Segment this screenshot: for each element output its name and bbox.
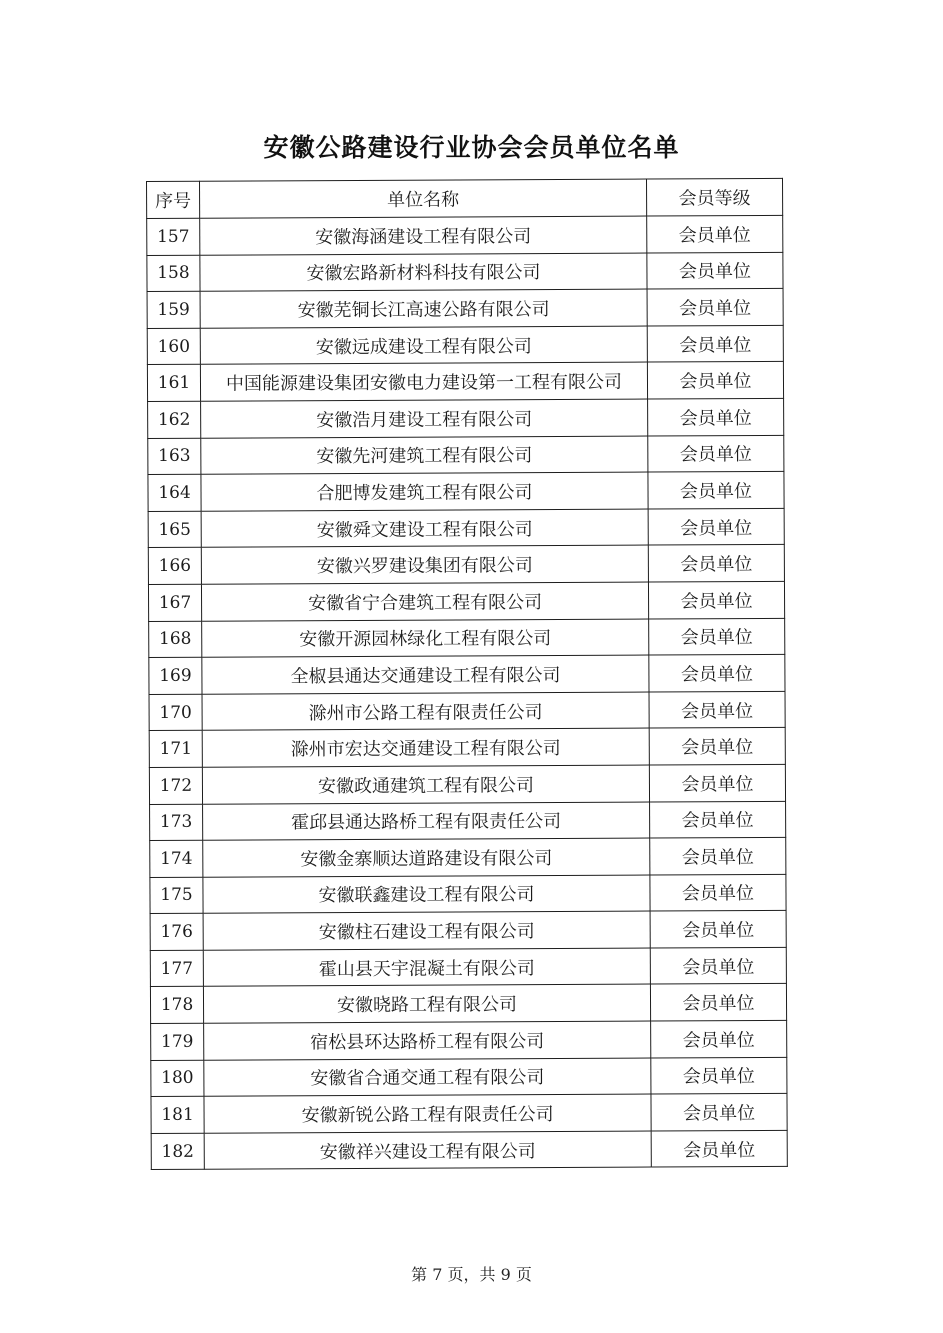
row-unit-name: 安徽晓路工程有限公司 (203, 985, 650, 1024)
row-index: 170 (149, 694, 202, 731)
table-row (151, 1020, 787, 1060)
row-member-level: 会员单位 (649, 655, 785, 692)
row-member-level: 会员单位 (647, 252, 783, 289)
page-number: 第 7 页，共 9 页 (411, 1265, 532, 1284)
row-unit-name: 全椒县通达交通建设工程有限公司 (202, 655, 649, 694)
row-index: 172 (149, 767, 202, 804)
row-member-level: 会员单位 (648, 472, 784, 509)
row-member-level: 会员单位 (650, 837, 786, 874)
row-member-level: 会员单位 (649, 764, 785, 801)
row-unit-name: 安徽先河建筑工程有限公司 (201, 436, 648, 475)
row-index: 157 (147, 218, 200, 255)
member-list-table (146, 178, 788, 1171)
header-index: 序号 (147, 181, 200, 218)
row-member-level: 会员单位 (648, 508, 784, 545)
row-unit-name: 安徽省宁合建筑工程有限公司 (201, 582, 648, 621)
row-unit-name: 中国能源建设集团安徽电力建设第一工程有限公司 (200, 362, 647, 401)
row-index: 169 (149, 657, 202, 694)
row-member-level: 会员单位 (650, 911, 786, 948)
row-unit-name: 安徽远成建设工程有限公司 (200, 326, 647, 365)
row-unit-name: 安徽祥兴建设工程有限公司 (204, 1131, 651, 1170)
row-index: 182 (151, 1133, 204, 1170)
table-row (149, 655, 785, 695)
table-row (151, 1094, 787, 1134)
row-member-level: 会员单位 (648, 581, 784, 618)
table-row (151, 1057, 787, 1097)
table-row (147, 289, 783, 329)
row-index: 163 (148, 438, 201, 475)
row-member-level: 会员单位 (649, 728, 785, 765)
row-index: 179 (151, 1023, 204, 1060)
table-row (151, 1130, 787, 1170)
row-index: 168 (149, 621, 202, 658)
row-member-level: 会员单位 (650, 947, 786, 984)
row-unit-name: 安徽柱石建设工程有限公司 (203, 911, 650, 950)
row-unit-name: 安徽省合通交通工程有限公司 (204, 1058, 651, 1097)
row-unit-name: 安徽新锐公路工程有限责任公司 (204, 1094, 651, 1133)
table-row (148, 581, 784, 621)
row-member-level: 会员单位 (647, 362, 783, 399)
table-row (147, 252, 783, 292)
row-index: 158 (147, 255, 200, 292)
row-unit-name: 安徽海涵建设工程有限公司 (200, 216, 647, 255)
header-member-level: 会员等级 (646, 178, 782, 216)
table-row (148, 545, 784, 585)
row-unit-name: 安徽金寨顺达道路建设有限公司 (203, 838, 650, 877)
row-unit-name: 霍邱县通达路桥工程有限责任公司 (203, 802, 650, 841)
row-member-level: 会员单位 (648, 545, 784, 582)
table-row (148, 472, 784, 512)
row-index: 167 (148, 584, 201, 621)
row-unit-name: 合肥博发建筑工程有限公司 (201, 472, 648, 511)
row-unit-name: 滁州市宏达交通建设工程有限公司 (202, 728, 649, 767)
table-row (148, 508, 784, 548)
row-index: 160 (147, 328, 200, 365)
row-unit-name: 安徽浩月建设工程有限公司 (201, 399, 648, 438)
row-index: 159 (147, 291, 200, 328)
table-row (147, 362, 783, 402)
row-member-level: 会员单位 (650, 801, 786, 838)
row-index: 171 (149, 731, 202, 768)
row-unit-name: 霍山县天宇混凝土有限公司 (203, 948, 650, 987)
table-row (150, 984, 786, 1024)
table-row (150, 874, 786, 914)
row-member-level: 会员单位 (647, 289, 783, 326)
row-member-level: 会员单位 (647, 215, 783, 252)
row-member-level: 会员单位 (649, 691, 785, 728)
table-row (147, 215, 783, 255)
table-row (149, 618, 785, 658)
table-header-row (147, 178, 783, 218)
table-row (150, 911, 786, 951)
row-unit-name: 安徽兴罗建设集团有限公司 (201, 545, 648, 584)
table-row (149, 764, 785, 804)
row-index: 181 (151, 1096, 204, 1133)
table-body (147, 215, 788, 1170)
row-member-level: 会员单位 (650, 874, 786, 911)
row-index: 178 (150, 987, 203, 1024)
row-unit-name: 宿松县环达路桥工程有限公司 (204, 1021, 651, 1060)
table-row (149, 728, 785, 768)
document-title: 安徽公路建设行业协会会员单位名单 (263, 133, 680, 162)
row-index: 164 (148, 474, 201, 511)
row-unit-name: 安徽宏路新材料科技有限公司 (200, 253, 647, 292)
row-member-level: 会员单位 (648, 398, 784, 435)
table-row (150, 947, 786, 987)
row-index: 174 (150, 840, 203, 877)
row-member-level: 会员单位 (650, 984, 786, 1021)
row-index: 166 (148, 548, 201, 585)
row-member-level: 会员单位 (647, 325, 783, 362)
table-row (147, 325, 783, 365)
row-member-level: 会员单位 (648, 435, 784, 472)
row-index: 165 (148, 511, 201, 548)
row-index: 173 (150, 804, 203, 841)
table-row (148, 435, 784, 475)
row-unit-name: 滁州市公路工程有限责任公司 (202, 692, 649, 731)
row-unit-name: 安徽芜铜长江高速公路有限公司 (200, 289, 647, 328)
table-row (150, 837, 786, 877)
row-unit-name: 安徽舜文建设工程有限公司 (201, 509, 648, 548)
table-row (150, 801, 786, 841)
row-index: 162 (148, 401, 201, 438)
row-index: 180 (151, 1060, 204, 1097)
table-row (148, 398, 784, 438)
row-member-level: 会员单位 (651, 1094, 787, 1131)
row-member-level: 会员单位 (651, 1057, 787, 1094)
header-unit-name: 单位名称 (200, 179, 647, 218)
row-index: 176 (150, 914, 203, 951)
row-unit-name: 安徽政通建筑工程有限公司 (202, 765, 649, 804)
row-index: 175 (150, 877, 203, 914)
row-member-level: 会员单位 (649, 618, 785, 655)
row-member-level: 会员单位 (651, 1130, 787, 1167)
table-row (149, 691, 785, 731)
row-index: 161 (147, 365, 200, 402)
row-member-level: 会员单位 (651, 1020, 787, 1057)
row-unit-name: 安徽联鑫建设工程有限公司 (203, 875, 650, 914)
row-unit-name: 安徽开源园林绿化工程有限公司 (202, 619, 649, 658)
row-index: 177 (150, 950, 203, 987)
